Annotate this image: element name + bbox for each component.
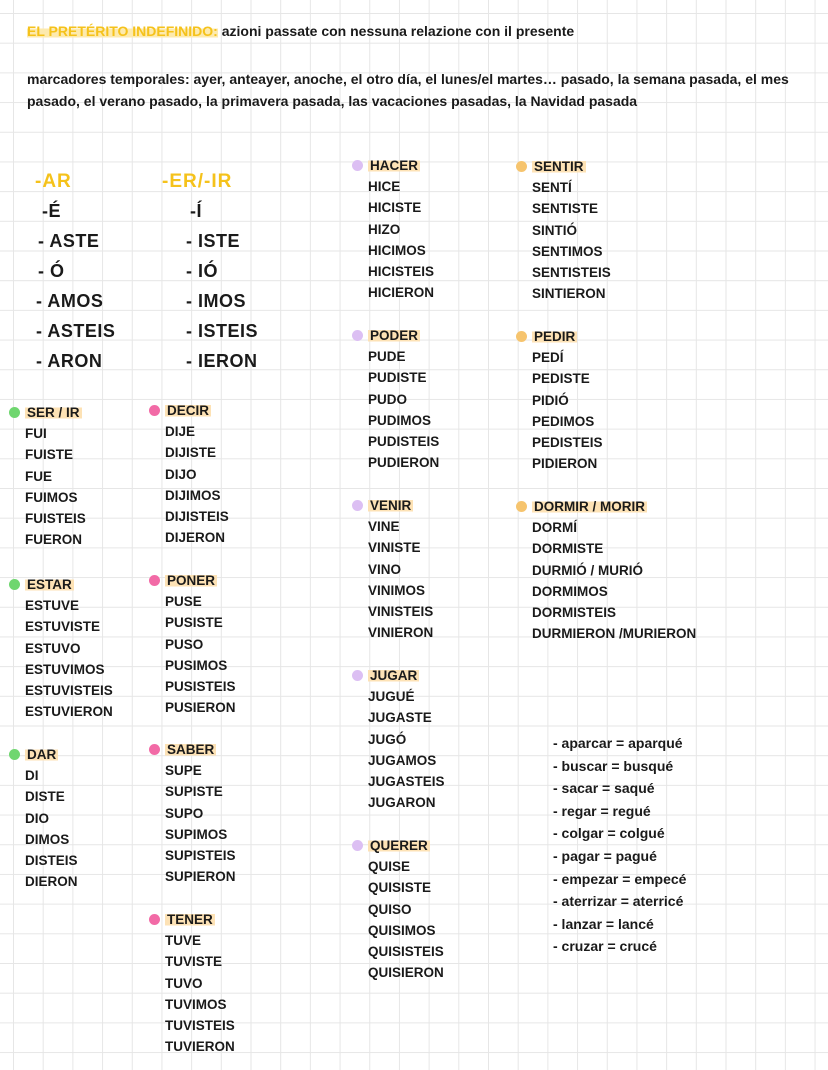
verb-heading [368, 325, 439, 346]
verb-group-dar [25, 744, 78, 892]
verb-form: VINIMOS [368, 582, 426, 598]
ending-item: - IMOS [186, 291, 246, 311]
verb-form: SENTIMOS [532, 243, 603, 259]
verb-form: FUISTEIS [25, 511, 86, 527]
ending-item: -É [42, 201, 61, 221]
bullet-dot-icon [516, 161, 527, 172]
verb-group-poner [165, 570, 236, 718]
verb-form: HICIMOS [368, 242, 426, 258]
verb-group-jugar [368, 665, 445, 813]
verb-form: JUGASTE [368, 710, 432, 726]
title-description: azioni passate con nessuna relazione con il presente [217, 23, 575, 39]
verb-form: DIMOS [25, 831, 70, 847]
verb-form: JUGÓ [368, 731, 407, 747]
verb-infinitive: VENIR [370, 498, 412, 513]
verb-form: DIJO [165, 466, 197, 482]
ending-item: - IERON [186, 351, 258, 371]
verb-group-querer [368, 835, 444, 983]
verb-form: DISTEIS [25, 853, 78, 869]
ar-endings [35, 171, 72, 193]
verb-form: HICE [368, 179, 401, 195]
verb-form: DIJE [165, 424, 196, 440]
verb-form: JUGAMOS [368, 752, 437, 768]
verb-form: SUPIMOS [165, 826, 228, 842]
verb-form: PEDIMOS [532, 413, 595, 429]
verb-form: SUPIERON [165, 869, 236, 885]
verb-group-pedir [532, 326, 603, 474]
verb-heading [368, 155, 434, 176]
verb-heading [25, 574, 113, 595]
bullet-dot-icon [149, 744, 160, 755]
bullet-dot-icon [9, 749, 20, 760]
er-ir-heading: -ER/-IR [162, 171, 233, 192]
verb-form: DISTE [25, 789, 65, 805]
verb-form: DORMISTE [532, 541, 604, 557]
verb-heading [165, 909, 235, 930]
verb-form: TUVO [165, 975, 203, 991]
bullet-dot-icon [516, 331, 527, 342]
verb-group-hacer [368, 155, 434, 303]
verb-form: ESTUVISTE [25, 619, 101, 635]
verb-heading [165, 570, 236, 591]
verb-heading [368, 665, 445, 686]
spelling-changes-list [553, 732, 686, 958]
verb-form: JUGARON [368, 795, 436, 811]
verb-heading [368, 835, 444, 856]
verb-form: SENTISTE [532, 201, 599, 217]
verb-form: SUPISTEIS [165, 848, 236, 864]
verb-group-sentir [532, 156, 611, 304]
verb-form: FUISTE [25, 447, 74, 463]
verb-group-ser-ir [25, 402, 86, 550]
verb-form: DIJISTE [165, 445, 217, 461]
verb-infinitive: PONER [167, 573, 216, 588]
verb-form: ESTUVISTEIS [25, 683, 113, 699]
spelling-change-item: - cruzar = crucé [553, 938, 657, 955]
ending-item: - ISTE [186, 231, 241, 251]
verb-form: DURMIERON /MURIERON [532, 626, 697, 642]
verb-form: SENTÍ [532, 180, 572, 196]
verb-form: DI [25, 768, 39, 784]
verb-form: SUPE [165, 763, 202, 779]
verb-form: TUVE [165, 933, 202, 949]
verb-form: JUGUÉ [368, 689, 415, 705]
verb-form: TUVISTEIS [165, 1018, 235, 1034]
verb-infinitive: SABER [167, 742, 215, 757]
verb-form: PEDÍ [532, 350, 564, 366]
verb-infinitive: QUERER [370, 838, 428, 853]
verb-form: DURMIÓ / MURIÓ [532, 562, 643, 578]
bullet-dot-icon [352, 330, 363, 341]
bullet-dot-icon [9, 579, 20, 590]
verb-form: PUSIERON [165, 700, 236, 716]
verb-heading [368, 495, 433, 516]
spelling-change-item: - aparcar = aparqué [553, 735, 683, 751]
spelling-change-item: - aterrizar = aterricé [553, 893, 684, 910]
spelling-change-item: - sacar = saqué [553, 780, 655, 797]
spelling-change-item: - lanzar = lancé [553, 915, 654, 932]
verb-form: PEDISTEIS [532, 435, 603, 451]
verb-form: TUVIERON [165, 1039, 235, 1055]
bullet-dot-icon [149, 575, 160, 586]
verb-form: FUERON [25, 532, 82, 548]
verb-form: PUSISTE [165, 615, 223, 631]
ar-heading: -AR [35, 171, 72, 192]
verb-heading [532, 326, 603, 347]
verb-form: PIDIÓ [532, 392, 569, 408]
verb-heading [25, 402, 86, 423]
spelling-change-item: - colgar = colgué [553, 825, 665, 842]
verb-form: VINO [368, 561, 402, 577]
verb-form: QUISO [368, 901, 412, 917]
verb-form: PUDISTEIS [368, 434, 440, 450]
verb-form: HICIERON [368, 285, 435, 301]
verb-group-venir [368, 495, 433, 643]
verb-group-tener [165, 909, 235, 1057]
verb-form: ESTUVE [25, 598, 80, 614]
verb-form: HICISTEIS [368, 264, 435, 280]
verb-form: FUI [25, 426, 47, 442]
verb-heading [165, 400, 229, 421]
verb-form: HICISTE [368, 200, 422, 216]
bullet-dot-icon [9, 407, 20, 418]
verb-form: DORMISTEIS [532, 605, 617, 621]
verb-form: SUPISTE [165, 784, 223, 800]
ending-item: - AMOS [36, 291, 104, 311]
verb-group-dormir-morir [532, 496, 696, 644]
verb-infinitive: DECIR [167, 403, 210, 418]
verb-infinitive: SENTIR [534, 159, 584, 174]
verb-form: QUISIERON [368, 965, 444, 981]
bullet-dot-icon [352, 840, 363, 851]
verb-form: PIDIERON [532, 456, 598, 472]
verb-form: ESTUVO [25, 640, 81, 656]
verb-form: VINISTEIS [368, 604, 434, 620]
verb-form: JUGASTEIS [368, 774, 445, 790]
ending-item: - Ó [38, 261, 65, 281]
verb-form: DIJIMOS [165, 487, 221, 503]
verb-form: PUDIMOS [368, 412, 432, 428]
verb-form: VINIERON [368, 625, 434, 641]
spelling-change-item: - regar = regué [553, 802, 651, 819]
bullet-dot-icon [352, 160, 363, 171]
verb-infinitive: SER / IR [27, 405, 80, 420]
verb-group-saber [165, 739, 236, 887]
verb-infinitive: PEDIR [534, 329, 576, 344]
verb-group-poder [368, 325, 439, 473]
verb-group-decir [165, 400, 229, 548]
verb-form: DORMIMOS [532, 583, 608, 599]
verb-form: SINTIERON [532, 286, 606, 302]
verb-form: SENTISTEIS [532, 265, 611, 281]
ending-item: -Í [190, 201, 202, 221]
verb-form: PUSIMOS [165, 657, 228, 673]
verb-form: PEDISTE [532, 371, 590, 387]
verb-form: QUISIMOS [368, 922, 436, 938]
verb-heading [165, 739, 236, 760]
verb-form: ESTUVIERON [25, 704, 113, 720]
verb-infinitive: HACER [370, 158, 419, 173]
verb-form: DIJISTEIS [165, 509, 229, 525]
time-markers: marcadores temporales: ayer, anteayer, anoche, el otro día, el lunes/el martes… pasado, la semana pasada, el mes pasado, el verano pasado, la primavera pasada, las vacaciones pasadas, la Navidad pasada [27, 71, 789, 109]
verb-infinitive: ESTAR [27, 577, 72, 592]
verb-form: TUVISTE [165, 954, 223, 970]
bullet-dot-icon [149, 914, 160, 925]
verb-form: DIERON [25, 874, 78, 890]
verb-form: FUE [25, 468, 52, 484]
verb-form: SINTIÓ [532, 222, 578, 238]
verb-form: PUDISTE [368, 370, 427, 386]
verb-heading [532, 496, 696, 517]
title-highlight: EL PRETÉRITO INDEFINIDO: [27, 23, 218, 39]
verb-infinitive: TENER [167, 912, 213, 927]
ending-item: - ASTE [38, 231, 100, 251]
verb-infinitive: DAR [27, 747, 57, 762]
verb-group-estar [25, 574, 113, 722]
verb-form: QUISISTE [368, 880, 432, 896]
verb-form: DORMÍ [532, 520, 577, 536]
spelling-change-item: - pagar = pagué [553, 847, 657, 864]
verb-form: QUISE [368, 859, 411, 875]
verb-form: DIO [25, 810, 50, 826]
verb-form: VINISTE [368, 540, 421, 556]
verb-heading [532, 156, 611, 177]
bullet-dot-icon [352, 670, 363, 681]
page-title [27, 23, 574, 39]
verb-form: QUISISTEIS [368, 944, 444, 960]
verb-form: FUIMOS [25, 489, 78, 505]
bullet-dot-icon [149, 405, 160, 416]
verb-form: DIJERON [165, 530, 226, 546]
ending-item: - ISTEIS [186, 321, 259, 341]
spelling-change-item: - empezar = empecé [553, 870, 687, 887]
verb-form: SUPO [165, 805, 204, 821]
verb-form: VINE [368, 519, 400, 535]
verb-form: PUSE [165, 594, 202, 610]
ending-item: - IÓ [186, 261, 218, 281]
verb-infinitive: JUGAR [370, 668, 418, 683]
verb-form: PUSISTEIS [165, 679, 236, 695]
verb-infinitive: DORMIR / MORIR [534, 499, 645, 514]
er-ir-endings [162, 171, 232, 193]
bullet-dot-icon [516, 501, 527, 512]
ending-item: - ARON [36, 351, 103, 371]
verb-heading [25, 744, 78, 765]
bullet-dot-icon [352, 500, 363, 511]
verb-infinitive: PODER [370, 328, 419, 343]
verb-form: ESTUVIMOS [25, 661, 105, 677]
spelling-change-item: - buscar = busqué [553, 757, 674, 774]
verb-form: PUSO [165, 636, 204, 652]
verb-form: PUDO [368, 391, 408, 407]
verb-form: TUVIMOS [165, 996, 227, 1012]
verb-form: PUDE [368, 349, 406, 365]
ending-item: - ASTEIS [36, 321, 116, 341]
verb-form: PUDIERON [368, 455, 440, 471]
verb-form: HIZO [368, 221, 401, 237]
